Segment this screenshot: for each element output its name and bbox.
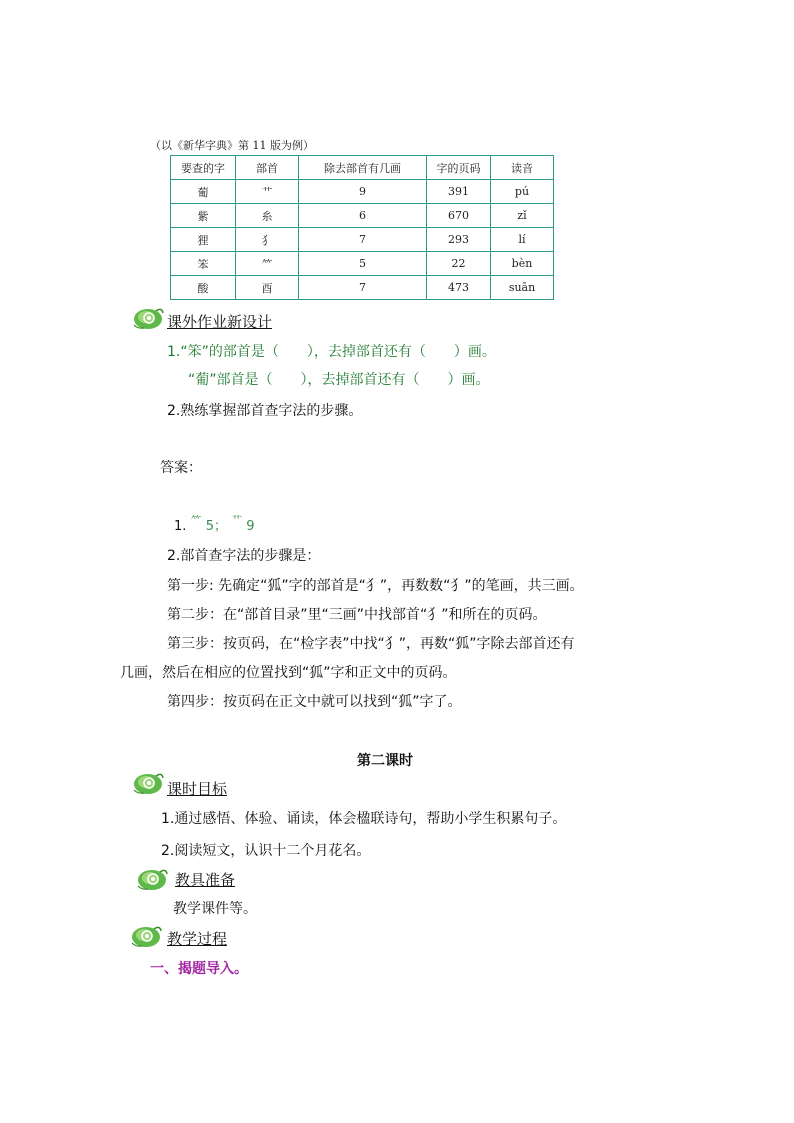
- table-cell: lí: [491, 228, 554, 252]
- goal-2: 2.阅读短文，认识十二个月花名。: [161, 843, 371, 859]
- leaf-icon: [136, 866, 170, 892]
- table-cell: 473: [427, 276, 491, 300]
- answer-label: 答案：: [160, 460, 202, 476]
- table-row: [171, 228, 554, 252]
- table-row: [171, 252, 554, 276]
- table-row: [171, 276, 554, 300]
- header-cell: 字的页码: [427, 156, 491, 180]
- table-cell: 酸: [171, 276, 236, 300]
- table-cell: 5: [299, 252, 427, 276]
- table-cell: bèn: [491, 252, 554, 276]
- leaf-icon: [130, 923, 164, 949]
- table-cell: 狸: [171, 228, 236, 252]
- header-cell: 要查的字: [171, 156, 236, 180]
- section-title-tools: 教具准备: [175, 871, 236, 889]
- header-cell: 除去部首有几画: [299, 156, 427, 180]
- table-cell: zǐ: [491, 204, 554, 228]
- table-cell: pú: [491, 180, 554, 204]
- header-cell: 部首: [236, 156, 299, 180]
- goal-1: 1.通过感悟、体验、诵读，体会楹联诗句，帮助小学生积累句子。: [161, 811, 567, 827]
- answer-1-radical-1: ⺮: [190, 514, 202, 527]
- table-cell: 紫: [171, 204, 236, 228]
- answer-1-prefix: 1.: [174, 519, 187, 534]
- table-cell: 391: [427, 180, 491, 204]
- table-cell: 葡: [171, 180, 236, 204]
- homework-question-2: 2.熟练掌握部首查字法的步骤。: [167, 403, 363, 419]
- table-cell: 艹: [236, 180, 299, 204]
- table-note: （以《新华字典》第 11 版为例）: [150, 139, 314, 152]
- tools-text: 教学课件等。: [173, 901, 257, 917]
- table-row: [171, 204, 554, 228]
- answer-step-3a: 第三步：按页码，在“检字表”中找“犭”，再数“狐”字除去部首还有: [167, 636, 575, 652]
- homework-question-1a: 1.“笨”的部首是（ ），去掉部首还有（ ）画。: [167, 344, 496, 360]
- table-cell: ⺮: [236, 252, 299, 276]
- section-title-homework: 课外作业新设计: [167, 313, 273, 331]
- section-title-process: 教学过程: [167, 930, 228, 948]
- table-cell: suān: [491, 276, 554, 300]
- answer-1: [174, 515, 255, 534]
- dictionary-table: [170, 155, 554, 300]
- section-title-goals: 课时目标: [167, 780, 228, 798]
- table-cell: 293: [427, 228, 491, 252]
- table-cell: 22: [427, 252, 491, 276]
- table-cell: 笨: [171, 252, 236, 276]
- process-step-1: 一、揭题导入。: [150, 961, 248, 977]
- answer-step-3b: 几画，然后在相应的位置找到“狐”字和正文中的页码。: [120, 665, 457, 681]
- answer-1-number-2: 9: [246, 519, 255, 534]
- leaf-icon: [132, 770, 166, 796]
- lesson-title: 第二课时: [357, 753, 413, 769]
- homework-question-1b: “葡”部首是（ ），去掉部首还有（ ）画。: [188, 372, 490, 388]
- table-cell: 6: [299, 204, 427, 228]
- table-header-row: [171, 156, 554, 180]
- answer-2: 2.部首查字法的步骤是：: [167, 548, 321, 564]
- table-cell: 酉: [236, 276, 299, 300]
- header-cell: 读音: [491, 156, 554, 180]
- leaf-icon: [132, 305, 166, 331]
- answer-step-1: 第一步: 先确定“狐”字的部首是“犭”，再数数“犭”的笔画，共三画。: [167, 578, 584, 594]
- table-row: [171, 180, 554, 204]
- table-cell: 糸: [236, 204, 299, 228]
- table-cell: 7: [299, 228, 427, 252]
- table-cell: 7: [299, 276, 427, 300]
- answer-1-number-1: 5；: [205, 519, 227, 534]
- table-cell: 670: [427, 204, 491, 228]
- answer-1-radical-2: 艹: [231, 514, 243, 527]
- answer-step-2: 第二步：在“部首目录”里“三画”中找部首“犭”和所在的页码。: [167, 607, 547, 623]
- table-cell: 犭: [236, 228, 299, 252]
- table-cell: 9: [299, 180, 427, 204]
- answer-step-4: 第四步：按页码在正文中就可以找到“狐”字了。: [167, 694, 462, 710]
